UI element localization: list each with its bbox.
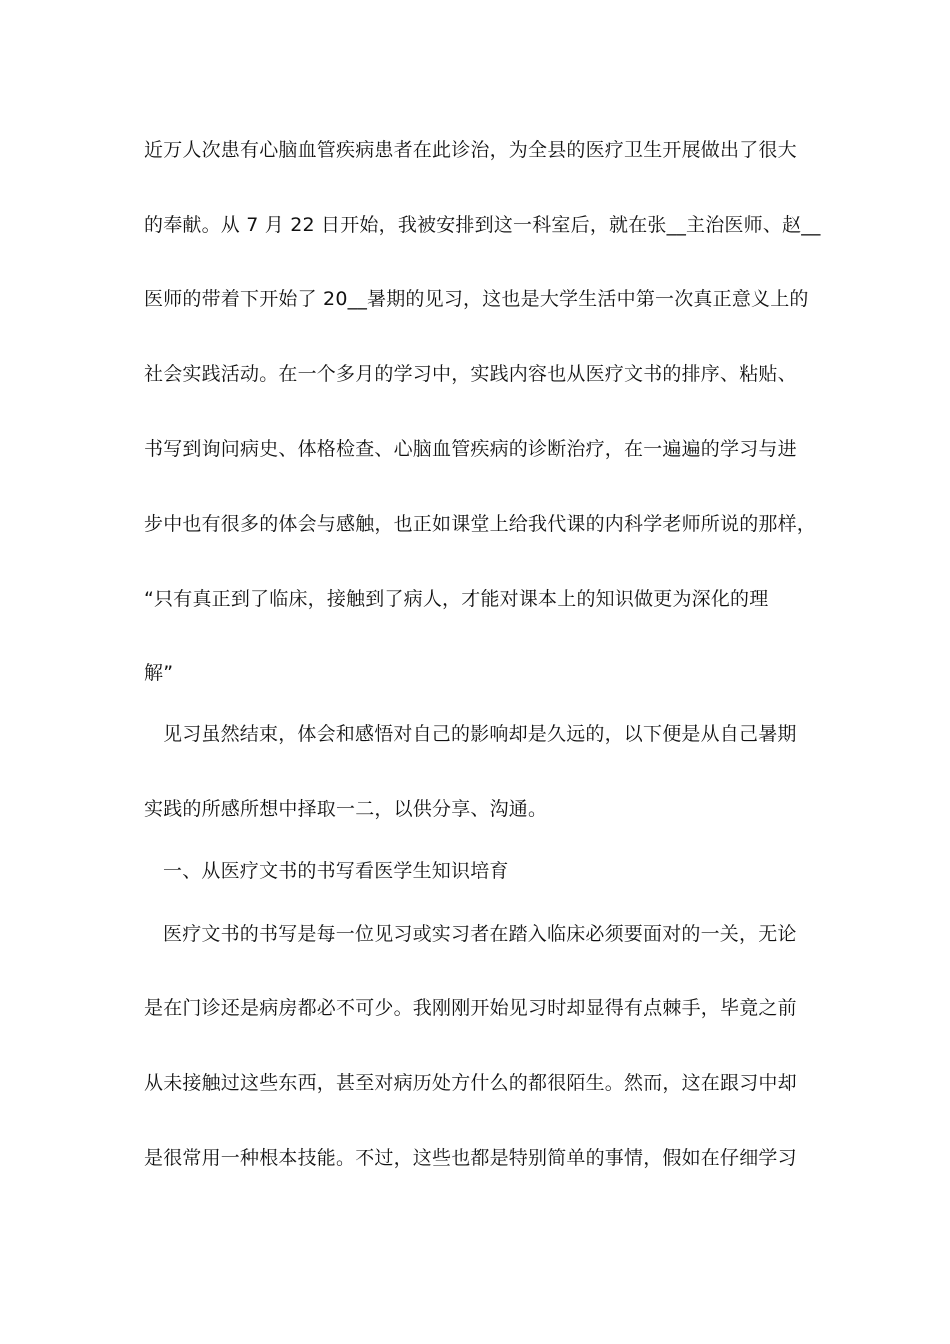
text-line: 是很常用一种根本技能。不过，这些也都是特别简单的事情，假如在仔细学习 (144, 1147, 797, 1169)
text-line: 书写到询问病史、体格检查、心脑血管疾病的诊断治疗，在一遍遍的学习与进 (144, 438, 797, 460)
text-line: 是在门诊还是病房都必不可少。我刚刚开始见习时却显得有点棘手，毕竟之前 (144, 997, 797, 1019)
text-line: 的奉献。从 7 月 22 日开始，我被安排到这一科室后，就在张__主治医师、赵__ (144, 214, 821, 236)
text-line: 从未接触过这些东西，甚至对病历处方什么的都很陌生。然而，这在跟习中却 (144, 1072, 797, 1094)
text-line: 近万人次患有心脑血管疾病患者在此诊治，为全县的医疗卫生开展做出了很大 (144, 139, 797, 161)
text-line: “只有真正到了临床，接触到了病人，才能对课本上的知识做更为深化的理 (144, 588, 769, 610)
section-heading: 一、从医疗文书的书写看医学生知识培育 (163, 860, 509, 882)
text-line: 社会实践活动。在一个多月的学习中，实践内容也从医疗文书的排序、粘贴、 (144, 363, 797, 385)
text-line: 医师的带着下开始了 20__暑期的见习，这也是大学生活中第一次真正意义上的 (144, 288, 809, 310)
paragraph-start-line: 见习虽然结束，体会和感悟对自己的影响却是久远的，以下便是从自己暑期 (163, 723, 797, 745)
paragraph-start-line: 医疗文书的书写是每一位见习或实习者在踏入临床必须要面对的一关，无论 (163, 923, 797, 945)
text-line: 步中也有很多的体会与感触，也正如课堂上给我代课的内科学老师所说的那样， (144, 513, 817, 535)
text-line: 实践的所感所想中择取一二，以供分享、沟通。 (144, 798, 548, 820)
text-line: 解” (144, 662, 174, 684)
